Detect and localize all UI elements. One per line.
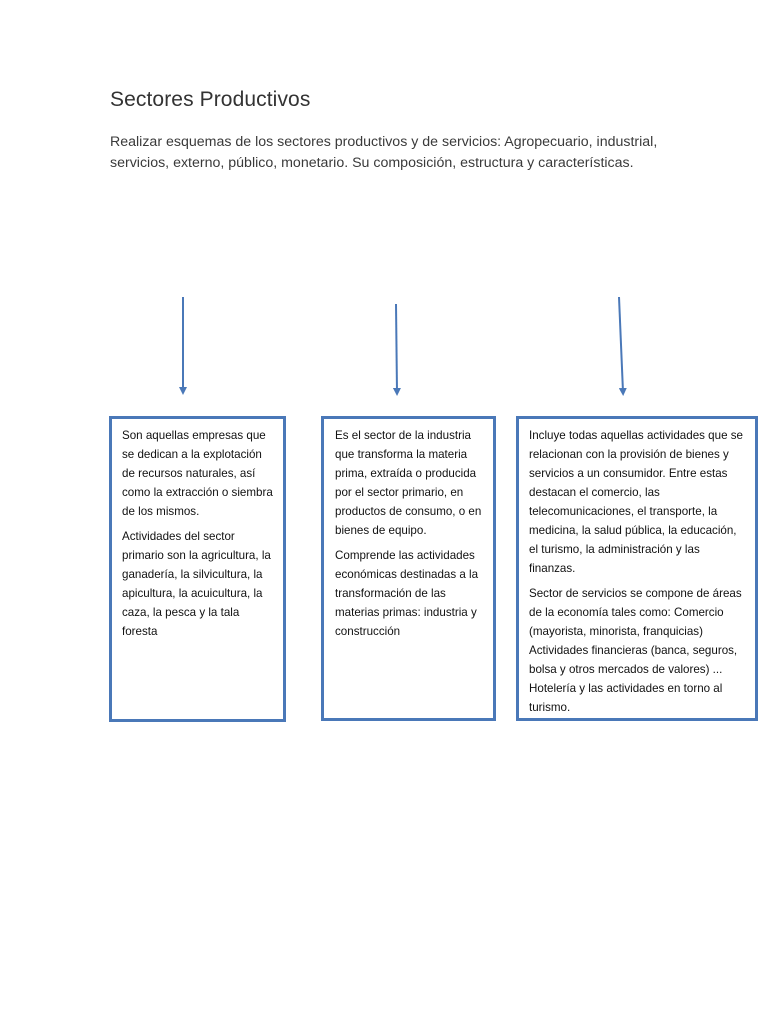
box-paragraph: Es el sector de la industria que transforma la materia prima, extraída o producida por el sector primario, en productos de consumo, o en bienes de equipo. — [335, 429, 482, 537]
arrow-down-2 — [396, 304, 397, 392]
intro-paragraph: Realizar esquemas de los sectores productivos y de servicios: Agropecuario, industrial, servicios, externo, público, monetario. Su composición, estructura y características. — [110, 134, 658, 171]
sector-primario-box — [109, 416, 286, 722]
box-paragraph: Son aquellas empresas que se dedican a la explotación de recursos naturales, así como la extracción o siembra de los mismos. — [122, 429, 273, 518]
arrow-down-3 — [619, 297, 623, 392]
page-title: Sectores Productivos — [110, 88, 311, 111]
sector-terciario-box — [516, 416, 758, 721]
box-paragraph: Comprende las actividades económicas destinadas a la transformación de las materias primas: industria y construcción — [335, 549, 479, 638]
box-paragraph: Incluye todas aquellas actividades que se relacionan con la provisión de bienes y servicios a un consumidor. Entre estas destacan el comercio, las telecomunicaciones, el transporte, la medicina, la salud pública, la educación, el turismo, la administración y las finanzas. — [529, 429, 743, 575]
sector-secundario-box — [321, 416, 496, 721]
box-paragraph: Sector de servicios se compone de áreas de la economía tales como: Comercio (mayorista, minorista, franquicias) Actividades financieras (banca, seguros, bolsa y otros mercados de valores) ... Hotelería y las actividades en torno al turismo. — [529, 587, 742, 714]
box-paragraph: Actividades del sector primario son la agricultura, la ganadería, la silvicultura, la apicultura, la acuicultura, la caza, la pesca y la tala foresta — [122, 530, 271, 638]
